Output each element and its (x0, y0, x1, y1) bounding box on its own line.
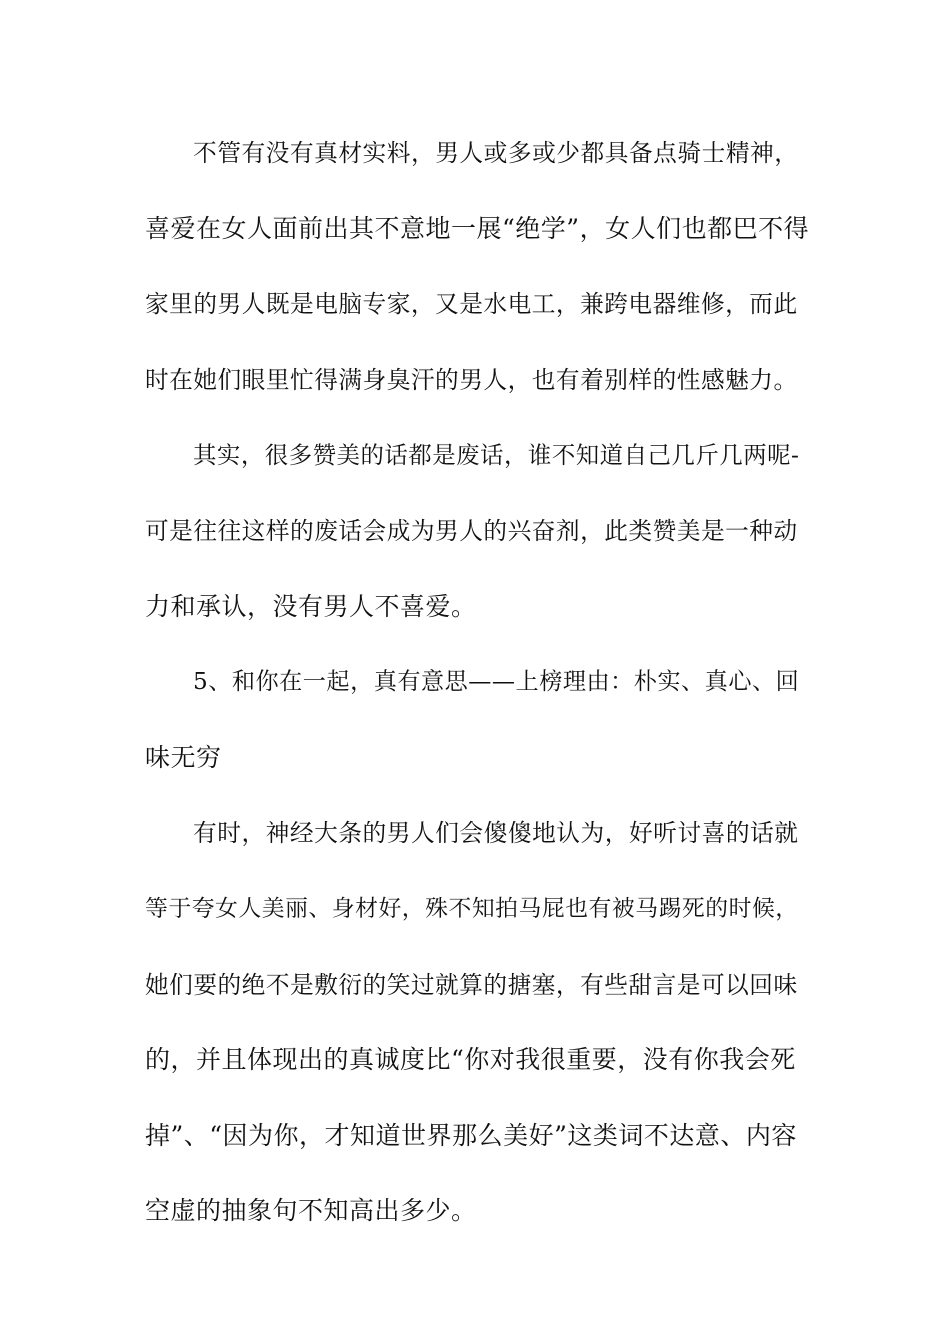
text-line: 家里的男人既是电脑专家，又是水电工，兼跨电器维修，而此 (145, 290, 798, 319)
section-heading-line: 味无穷 (145, 742, 222, 772)
text-line: 她们要的绝不是敷衍的笑过就算的搪塞，有些甜言是可以回味 (145, 970, 798, 999)
text-line: 可是往往这样的废话会成为男人的兴奋剂，此类赞美是一种动 (145, 516, 798, 545)
text-line: 时在她们眼里忙得满身臭汗的男人，也有着别样的性感魅力。 (145, 365, 798, 394)
text-line: 的，并且体现出的真诚度比“你对我很重要，没有你我会死 (145, 1045, 796, 1075)
text-line: 等于夸女人美丽、身材好，殊不知拍马屁也有被马踢死的时候， (145, 895, 799, 922)
body-text (145, 128, 811, 1262)
text-line: 掉”、“因为你，才知道世界那么美好”这类词不达意、内容 (145, 1120, 797, 1150)
text-line: 空虚的抽象句不知高出多少。 (145, 1196, 477, 1226)
text-line: 力和承认，没有男人不喜爱。 (145, 591, 477, 621)
section-heading-line: 5、和你在一起，真有意思——上榜理由：朴实、真心、回 (193, 669, 800, 696)
text-line: 不管有没有真材实料，男人或多或少都具备点骑士精神， (193, 139, 799, 167)
text-line: 其实，很多赞美的话都是废话，谁不知道自己几斤几两呢- (193, 441, 800, 470)
text-line: 有时，神经大条的男人们会傻傻地认为，好听讨喜的话就 (193, 819, 799, 848)
text-line: 喜爱在女人面前出其不意地一展“绝学”，女人们也都巴不得 (145, 213, 810, 243)
